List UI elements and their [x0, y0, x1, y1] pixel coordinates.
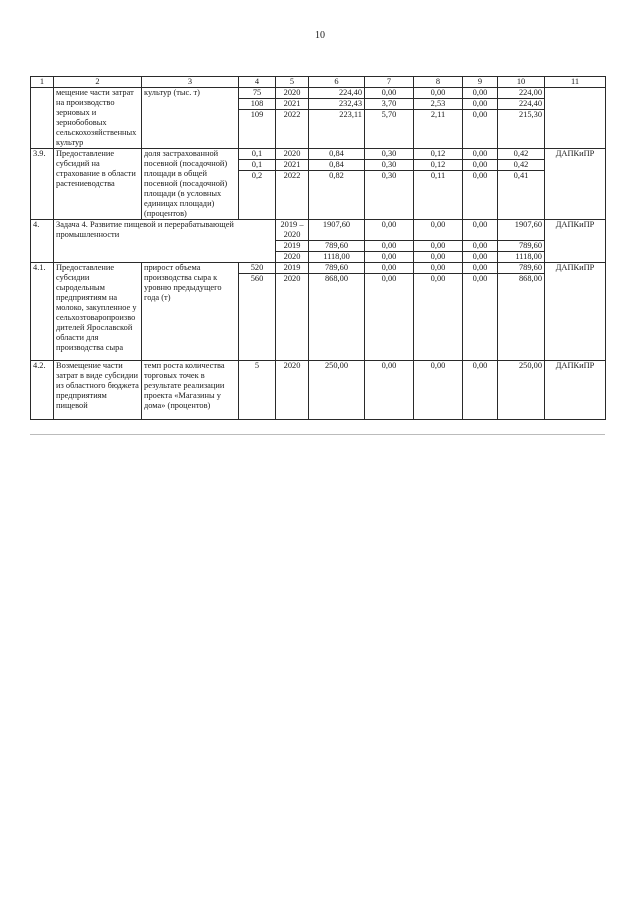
total-cell: 232,43: [309, 99, 365, 110]
total-cell: 868,00: [309, 274, 365, 361]
federal-cell: 5,70: [365, 110, 414, 149]
regional-cell: 0,00: [414, 361, 463, 420]
indicator-name: прирост объема производства сыра к уровню предыдущего года (т): [142, 263, 239, 361]
row-number: 3.9.: [31, 149, 54, 220]
regional-cell: 0,12: [414, 160, 463, 171]
measure-name: Предоставление субсидии сыродельным предприятиям на молоко, закупленное у сельхозтоваропроизводителей Ярославской области для производства сыра: [54, 263, 142, 361]
year-cell: 2020: [276, 361, 309, 420]
year-cell: 2022: [276, 110, 309, 149]
year-cell: 2020: [276, 88, 309, 99]
federal-cell: 0,30: [365, 149, 414, 160]
indicator-value: 75: [239, 88, 276, 99]
page-divider: [30, 434, 605, 435]
indicator-value: 109: [239, 110, 276, 149]
total-cell: 250,00: [309, 361, 365, 420]
year-cell: 2021: [276, 99, 309, 110]
other-cell: 789,60: [498, 241, 545, 252]
table-row: [31, 149, 606, 160]
federal-cell: 3,70: [365, 99, 414, 110]
measure-name: мещение части затрат на производство зерновых и зернобобовых сельскохозяйственных культур: [54, 88, 142, 149]
year-cell: 2021: [276, 160, 309, 171]
program-table: [30, 76, 606, 420]
federal-cell: 0,00: [365, 241, 414, 252]
total-cell: 223,11: [309, 110, 365, 149]
other-cell: 224,00: [498, 88, 545, 99]
regional-cell: 0,12: [414, 149, 463, 160]
federal-cell: 0,30: [365, 160, 414, 171]
regional-cell: 2,53: [414, 99, 463, 110]
measure-name: Возмещение части затрат в виде субсидии из областного бюджета предприятиям пищевой: [54, 361, 142, 420]
year-cell: 2019 – 2020: [276, 220, 309, 241]
header-cell: 11: [545, 77, 606, 88]
total-cell: 224,40: [309, 88, 365, 99]
executor-cell: ДАПКиПР: [545, 361, 606, 420]
year-cell: 2020: [276, 252, 309, 263]
total-cell: 1118,00: [309, 252, 365, 263]
row-number: 4.1.: [31, 263, 54, 361]
task-name: Задача 4. Развитие пищевой и перерабатывающей промышленности: [54, 220, 276, 263]
regional-cell: 0,00: [414, 274, 463, 361]
regional-cell: 0,00: [414, 88, 463, 99]
indicator-name: доля застрахованной посевной (посадочной) площади в общей посевной (посадочной) площади (в условных единицах площади) (процентов): [142, 149, 239, 220]
total-cell: 789,60: [309, 241, 365, 252]
indicator-value: 108: [239, 99, 276, 110]
total-cell: 789,60: [309, 263, 365, 274]
federal-cell: 0,00: [365, 274, 414, 361]
other-cell: 1118,00: [498, 252, 545, 263]
header-cell: 5: [276, 77, 309, 88]
header-cell: 8: [414, 77, 463, 88]
row-number: 4.2.: [31, 361, 54, 420]
indicator-name: культур (тыс. т): [142, 88, 239, 149]
other-cell: 789,60: [498, 263, 545, 274]
local-cell: 0,00: [463, 171, 498, 220]
header-cell: 4: [239, 77, 276, 88]
other-cell: 224,40: [498, 99, 545, 110]
year-cell: 2020: [276, 274, 309, 361]
local-cell: 0,00: [463, 110, 498, 149]
indicator-value: 5: [239, 361, 276, 420]
local-cell: 0,00: [463, 241, 498, 252]
header-cell: 10: [498, 77, 545, 88]
indicator-value: 560: [239, 274, 276, 361]
header-cell: 6: [309, 77, 365, 88]
local-cell: 0,00: [463, 252, 498, 263]
total-cell: 0,84: [309, 149, 365, 160]
table-row: [31, 88, 606, 99]
indicator-value: 0,1: [239, 160, 276, 171]
other-cell: 0,42: [498, 160, 545, 171]
indicator-value: 0,2: [239, 171, 276, 220]
federal-cell: 0,00: [365, 88, 414, 99]
local-cell: 0,00: [463, 149, 498, 160]
federal-cell: 0,00: [365, 252, 414, 263]
header-cell: 7: [365, 77, 414, 88]
regional-cell: 0,00: [414, 241, 463, 252]
local-cell: 0,00: [463, 263, 498, 274]
regional-cell: 0,00: [414, 263, 463, 274]
year-cell: 2019: [276, 263, 309, 274]
executor-cell: ДАПКиПР: [545, 263, 606, 361]
federal-cell: 0,00: [365, 220, 414, 241]
header-cell: 9: [463, 77, 498, 88]
header-cell: 3: [142, 77, 239, 88]
measure-name: Предоставление субсидий на страхование в области растениеводства: [54, 149, 142, 220]
other-cell: 0,42: [498, 149, 545, 160]
other-cell: 250,00: [498, 361, 545, 420]
table-row: [31, 220, 606, 241]
header-cell: 2: [54, 77, 142, 88]
other-cell: 1907,60: [498, 220, 545, 241]
local-cell: 0,00: [463, 274, 498, 361]
regional-cell: 0,11: [414, 171, 463, 220]
local-cell: 0,00: [463, 361, 498, 420]
header-row: [31, 77, 606, 88]
indicator-name: темп роста количества торговых точек в результате реализации проекта «Магазины у дома» (процентов): [142, 361, 239, 420]
other-cell: 0,41: [498, 171, 545, 220]
executor-cell: [545, 88, 606, 149]
local-cell: 0,00: [463, 160, 498, 171]
row-number: 4.: [31, 220, 54, 263]
table-row: [31, 263, 606, 274]
header-cell: 1: [31, 77, 54, 88]
executor-cell: ДАПКиПР: [545, 149, 606, 220]
year-cell: 2019: [276, 241, 309, 252]
executor-cell: ДАПКиПР: [545, 220, 606, 263]
regional-cell: 0,00: [414, 252, 463, 263]
indicator-value: 0,1: [239, 149, 276, 160]
total-cell: 1907,60: [309, 220, 365, 241]
local-cell: 0,00: [463, 99, 498, 110]
year-cell: 2022: [276, 171, 309, 220]
total-cell: 0,82: [309, 171, 365, 220]
regional-cell: 0,00: [414, 220, 463, 241]
federal-cell: 0,00: [365, 361, 414, 420]
local-cell: 0,00: [463, 220, 498, 241]
local-cell: 0,00: [463, 88, 498, 99]
regional-cell: 2,11: [414, 110, 463, 149]
other-cell: 215,30: [498, 110, 545, 149]
indicator-value: 520: [239, 263, 276, 274]
federal-cell: 0,00: [365, 263, 414, 274]
row-number: [31, 88, 54, 149]
year-cell: 2020: [276, 149, 309, 160]
other-cell: 868,00: [498, 274, 545, 361]
federal-cell: 0,30: [365, 171, 414, 220]
total-cell: 0,84: [309, 160, 365, 171]
page-number: 10: [315, 30, 325, 41]
table-row: [31, 361, 606, 420]
